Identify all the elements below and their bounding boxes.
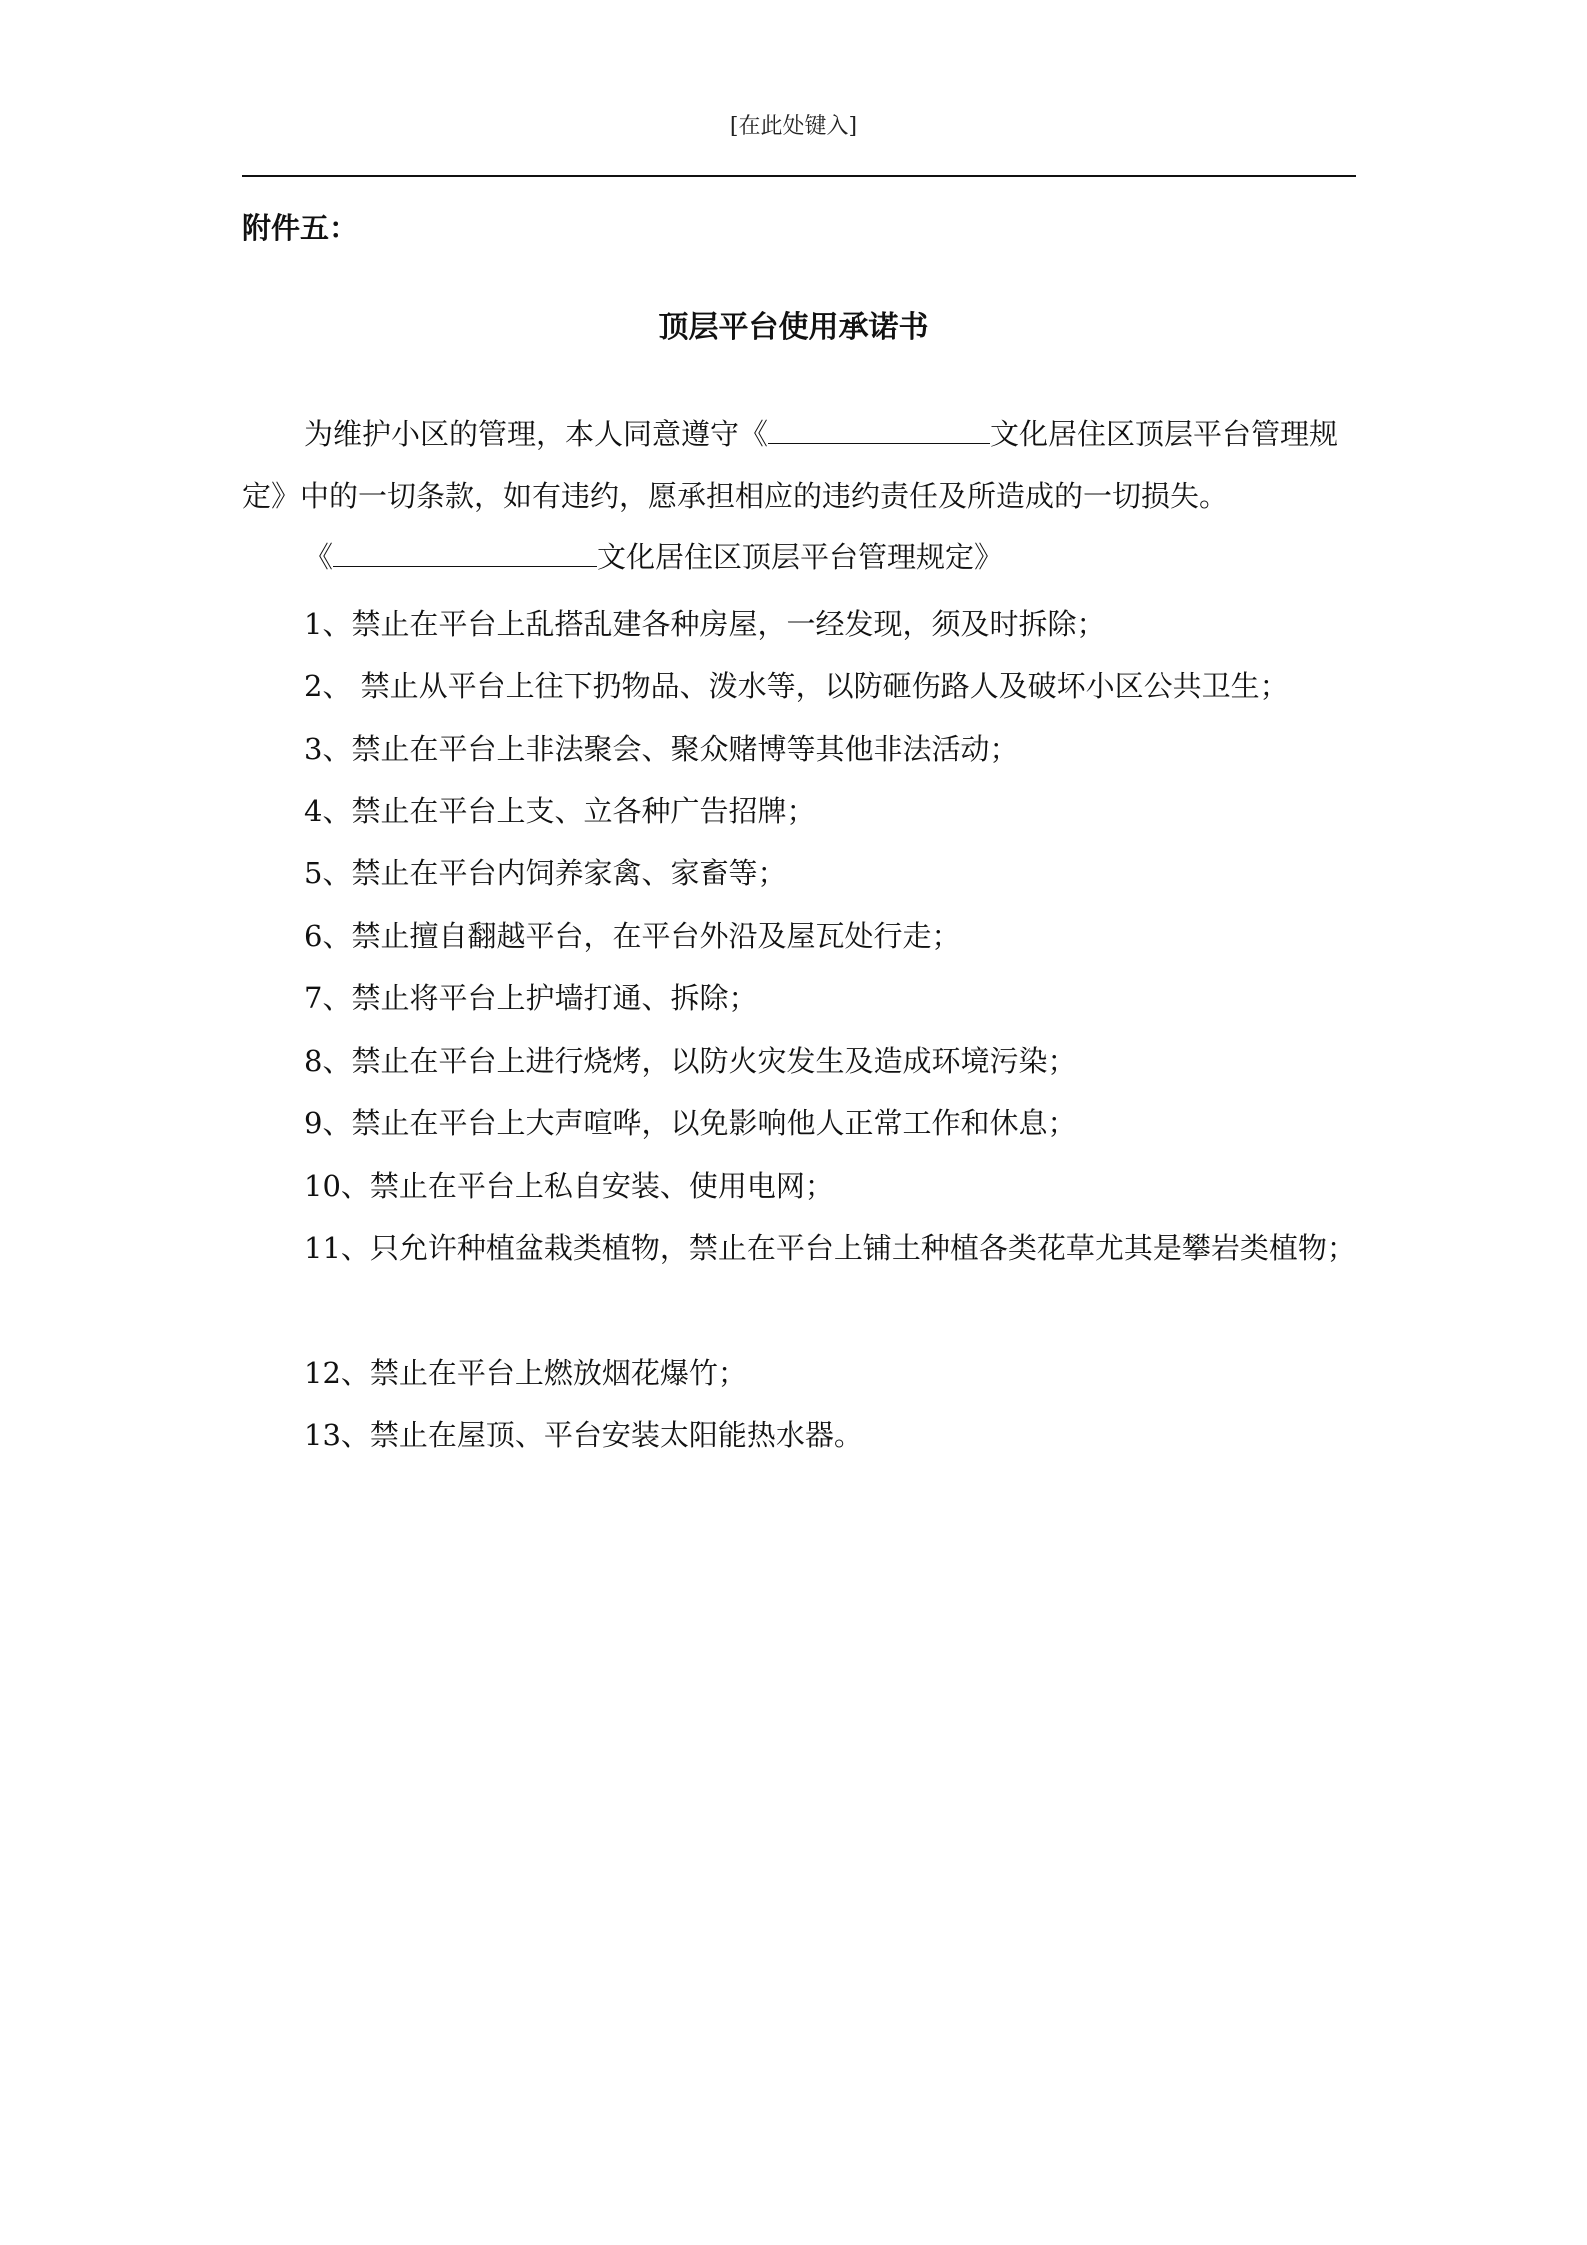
header-placeholder-text[interactable]: [在此处键入] — [729, 114, 858, 139]
regulation-name-blank[interactable] — [333, 538, 597, 567]
rule-item — [242, 1030, 1356, 1092]
rule-item — [242, 593, 1356, 655]
intro-paragraph — [242, 403, 1356, 527]
rule-text: 6、禁止擅自翻越平台，在平台外沿及屋瓦处行走； — [304, 919, 961, 953]
document-title: 顶层平台使用承诺书 — [658, 310, 929, 345]
rule-text: 12、禁止在平台上燃放烟花爆竹； — [304, 1356, 747, 1390]
rule-text: 4、禁止在平台上支、立各种广告招牌； — [304, 794, 816, 828]
header-divider — [242, 175, 1356, 177]
rule-item — [242, 842, 1356, 904]
rule-item — [242, 1092, 1356, 1154]
rule-text: 2、 禁止从平台上往下扔物品、泼水等，以防砸伤路人及破坏小区公共卫生； — [304, 669, 1289, 703]
intro-suffix: 文化居住区顶层平台管理规定》中的一切条款，如有违约，愿承担相应的违约责任及所造成的一切损失。 — [242, 417, 1339, 513]
rule-text: 9、禁止在平台上大声喧哗，以免影响他人正常工作和休息； — [304, 1106, 1077, 1140]
community-name-blank[interactable] — [768, 415, 990, 444]
rule-text: 7、禁止将平台上护墙打通、拆除； — [304, 981, 758, 1015]
rule-text: 11、只允许种植盆栽类植物，禁止在平台上铺土种植各类花草尤其是攀岩类植物； — [304, 1231, 1356, 1265]
rule-text: 8、禁止在平台上进行烧烤，以防火灾发生及造成环境污染； — [304, 1044, 1077, 1078]
rule-item — [242, 655, 1356, 717]
regulation-prefix: 《 — [304, 540, 334, 574]
rule-item — [242, 1217, 1356, 1279]
rule-item — [242, 1342, 1356, 1404]
rule-text: 3、禁止在平台上非法聚会、聚众赌博等其他非法活动； — [304, 732, 1019, 766]
rule-item — [242, 905, 1356, 967]
rule-item — [242, 1404, 1356, 1466]
attachment-label: 附件五： — [242, 211, 359, 245]
rule-text: 13、禁止在屋顶、平台安装太阳能热水器。 — [304, 1418, 863, 1452]
rule-item — [242, 780, 1356, 842]
regulation-suffix: 文化居住区顶层平台管理规定》 — [597, 540, 1004, 574]
rule-item — [242, 1155, 1356, 1217]
rule-item — [242, 718, 1356, 780]
rule-item — [242, 967, 1356, 1029]
regulation-heading — [242, 537, 1356, 577]
rule-text: 1、禁止在平台上乱搭乱建各种房屋，一经发现，须及时拆除； — [304, 607, 1106, 641]
intro-prefix: 为维护小区的管理，本人同意遵守《 — [304, 417, 769, 451]
rule-text: 5、禁止在平台内饲养家禽、家畜等； — [304, 856, 787, 890]
rule-text: 10、禁止在平台上私自安装、使用电网； — [304, 1169, 834, 1203]
